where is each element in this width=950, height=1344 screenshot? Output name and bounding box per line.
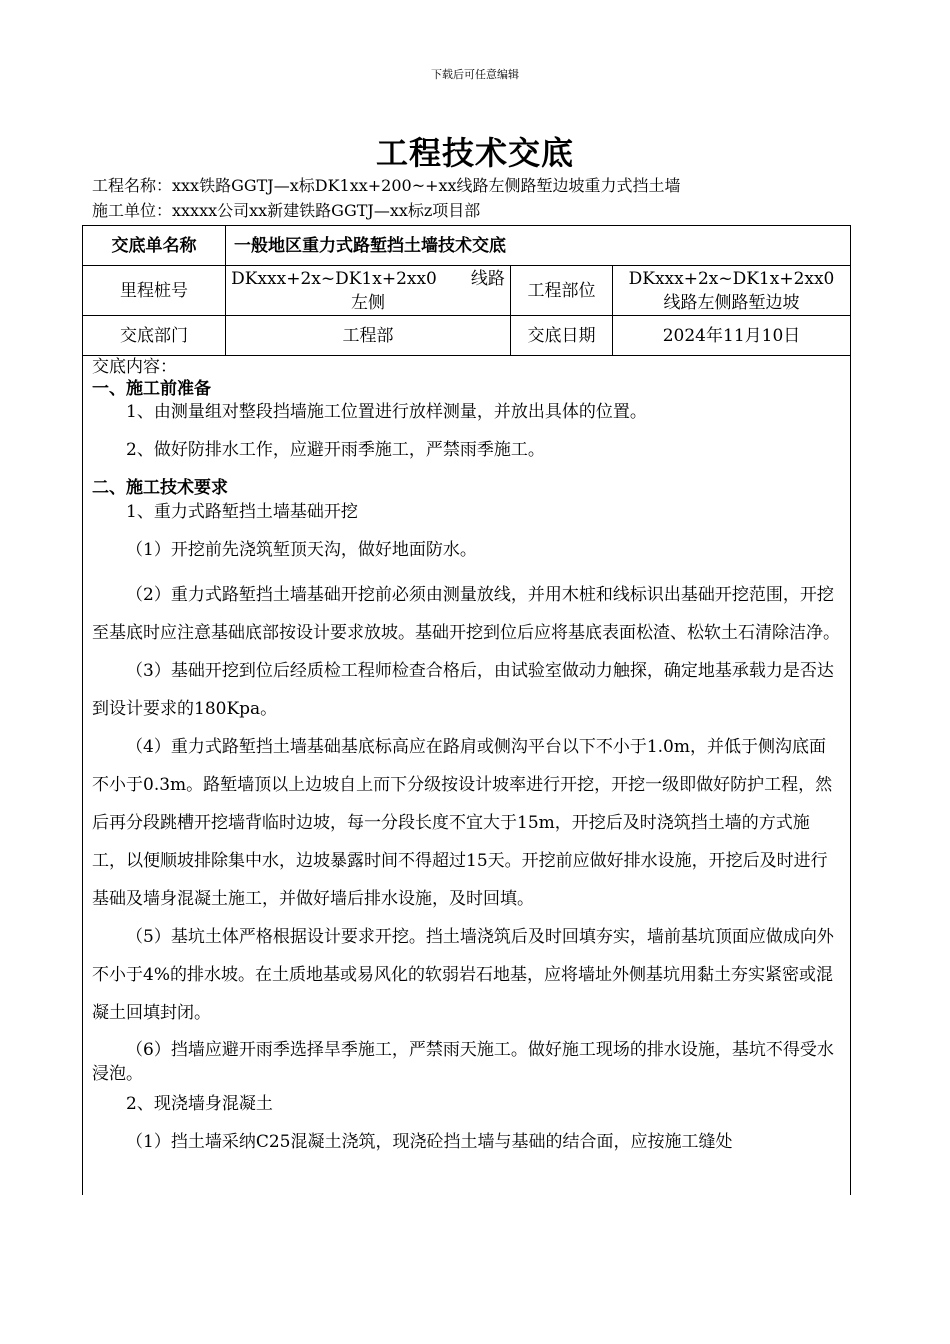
paragraph-1: （1）开挖前先浇筑堑顶天沟，做好地面防水。 <box>126 540 477 560</box>
row-sheet-name <box>83 226 850 266</box>
disclosure-sheet <box>82 225 851 1195</box>
row-department <box>83 316 850 356</box>
label-department: 交底部门 <box>120 325 188 346</box>
value-sheet-name: 一般地区重力式路堑挡土墙技术交底 <box>225 226 850 265</box>
label-sheet-name: 交底单名称 <box>111 235 197 256</box>
paragraph-3: （3）基础开挖到位后经质检工程师检查合格后，由试验室做动力触探，确定地基承载力是否达到设计要求的180Kpa。 <box>92 661 834 719</box>
project-name: 工程名称：xxx铁路GGTJ—x标DK1xx+200~+xx线路左侧路堑边坡重力式挡土墙 <box>92 176 681 195</box>
row-mileage <box>83 266 850 316</box>
label-mileage: 里程桩号 <box>120 280 188 301</box>
section-2-sub-2: 2、现浇墙身混凝土 <box>126 1094 273 1114</box>
paragraph-5: （5）基坑土体严格根据设计要求开挖。挡土墙浇筑后及时回填夯实，墙前基坑顶面应做成向外不小于4%的排水坡。在土质地基或易风化的软弱岩石地基，应将墙址外侧基坑用黏土夯实紧密或混凝土回填封闭。 <box>92 927 834 1023</box>
label-date: 交底日期 <box>510 316 612 355</box>
section-2-sub-1: 1、重力式路堑挡土墙基础开挖 <box>126 502 358 522</box>
paragraph-4: （4）重力式路堑挡土墙基础基底标高应在路肩或侧沟平台以下不小于1.0m，并低于侧沟底面不小于0.3m。路堑墙顶以上边坡自上而下分级按设计坡率进行开挖，开挖一级即做好防护工程，然后再分段跳槽开挖墙背临时边坡，每一分段长度不宜大于15m，开挖后及时浇筑挡土墙的方式施工，以便顺坡排除集中水，边坡暴露时间不得超过15天。开挖前应做好排水设施，开挖后及时进行基础及墙身混凝土施工，并做好墙后排水设施，及时回填。 <box>92 737 833 909</box>
paragraph-2: （2）重力式路堑挡土墙基础开挖前必须由测量放线，并用木桩和线标识出基础开挖范围，开挖至基底时应注意基础底部按设计要求放坡。基础开挖到位后应将基底表面松渣、松软土石清除洁净。 <box>92 585 840 643</box>
value-date: 2024年11月10日 <box>612 316 850 355</box>
section-1-item-1: 1、由测量组对整段挡墙施工位置进行放样测量，并放出具体的位置。 <box>126 402 647 422</box>
header-note: 下载后可任意编辑 <box>431 68 519 81</box>
value-mileage: DKxxx+2x~DK1x+2xx0 线路 左侧 <box>225 266 510 315</box>
value-location: DKxxx+2x~DK1x+2xx0 线路左侧路堑边坡 <box>612 266 850 315</box>
section-2-title: 二、施工技术要求 <box>92 478 228 498</box>
disclosure-content <box>83 356 850 1154</box>
label-location: 工程部位 <box>510 266 612 315</box>
construction-unit: 施工单位：xxxxx公司xx新建铁路GGTJ—xx标z项目部 <box>92 201 481 220</box>
document-title: 工程技术交底 <box>375 134 574 172</box>
paragraph-6: （6）挡墙应避开雨季选择旱季施工，严禁雨天施工。做好施工现场的排水设施，基坑不得受水浸泡。 <box>92 1040 834 1084</box>
content-intro: 交底内容： <box>92 357 177 377</box>
value-department: 工程部 <box>225 316 510 355</box>
section-1-title: 一、施工前准备 <box>92 379 211 399</box>
paragraph-7: （1）挡土墙采纳C25混凝土浇筑，现浇砼挡土墙与基础的结合面，应按施工缝处 <box>126 1132 733 1152</box>
section-1-item-2: 2、做好防排水工作，应避开雨季施工，严禁雨季施工。 <box>126 440 545 460</box>
